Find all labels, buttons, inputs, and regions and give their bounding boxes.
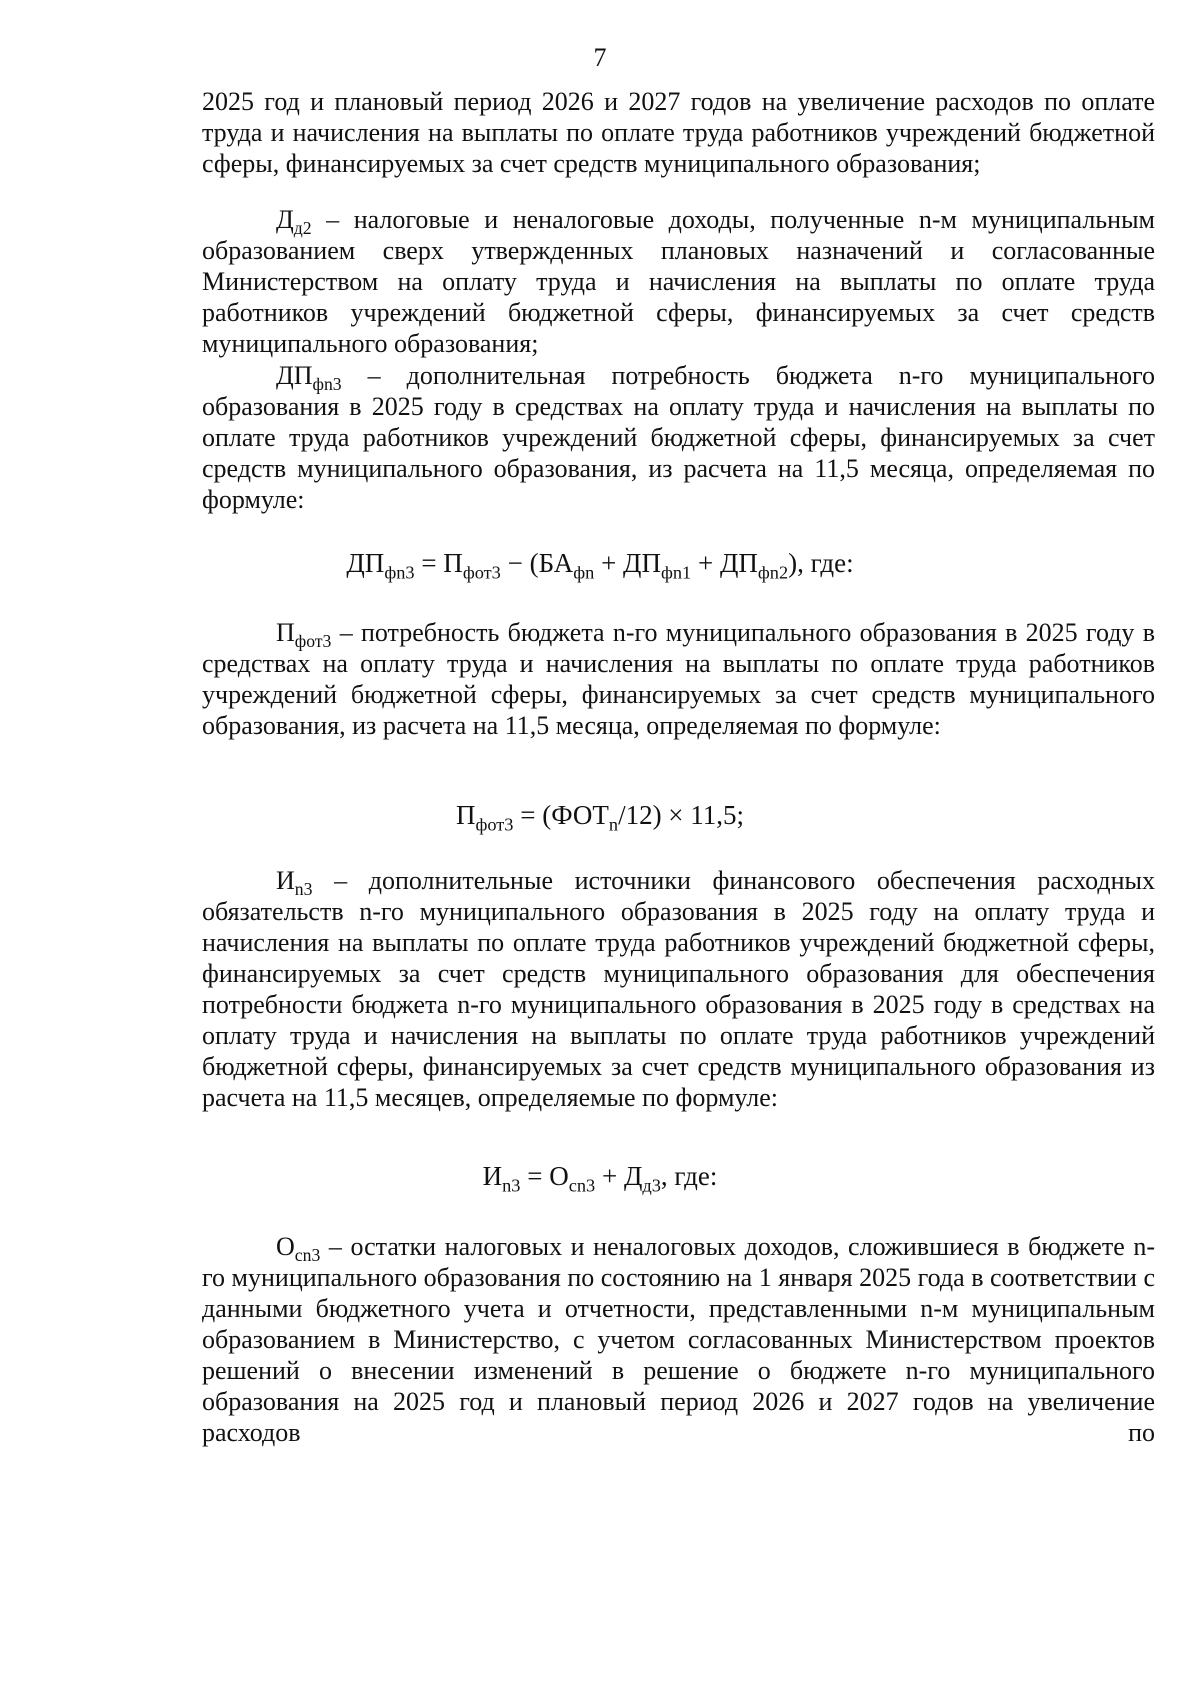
paragraph-text: 2025 год и плановый период 2026 и 2027 годов на увеличение расходов по оплате труда и начисления на выплаты по оплате труда работников учреждений бюджетной сферы, финансируемых за счет средств муниципального образования; <box>202 87 1155 178</box>
symbol-subscript: фот3 <box>294 631 332 652</box>
paragraph-osn3-definition <box>202 1231 1155 1448</box>
formula-subscript: фn2 <box>757 562 789 583</box>
formula-term: ), где: <box>788 548 854 578</box>
formula-subscript: фот3 <box>462 562 501 583</box>
formula-term: = О <box>520 1161 569 1191</box>
formula-term: − (БА <box>500 548 574 578</box>
symbol-subscript: фn3 <box>312 374 342 395</box>
formula-term: + ДП <box>691 548 758 578</box>
paragraph-text: – дополнительные источники финансового обеспечения расходных обязательств n-го муниципального образования в 2025 году на оплату труда и начисления на выплаты по оплате труда работников учреждений бюджетной сферы, финансируемых за счет средств муниципального образования для обеспечения потребности бюджета n-го муниципального образования в 2025 году в средствах на оплату труда и начисления на выплаты по оплате труда работников учреждений бюджетной сферы, финансируемых за счет средств муниципального образования из расчета на 11,5 месяцев, определяемые по формуле: <box>202 866 1155 1112</box>
formula-subscript: фn1 <box>660 562 692 583</box>
formula-term: , где: <box>660 1161 718 1191</box>
paragraph-continuation <box>202 86 1155 179</box>
formula-subscript: n3 <box>502 1175 521 1196</box>
formula-in3 <box>0 1161 1200 1196</box>
formula-term: + Д <box>595 1161 643 1191</box>
symbol: ДП <box>276 361 313 390</box>
paragraph-text: – дополнительная потребность бюджета n-го муниципального образования в 2025 году в средствах на оплату труда и начисления на выплаты по оплате труда работников учреждений бюджетной сферы, финансируемых за счет средств муниципального образования, из расчета на 11,5 месяца, определяемая по формуле: <box>202 361 1155 514</box>
paragraph-dd2-definition <box>202 204 1155 359</box>
formula-term: П <box>455 800 476 830</box>
symbol: И <box>276 866 295 895</box>
paragraph-text: – потребность бюджета n-го муниципального образования в 2025 году в средствах на оплату труда и начисления на выплаты по оплате труда работников учреждений бюджетной сферы, финансируемых за счет средств муниципального образования, из расчета на 11,5 месяца, определяемая по формуле: <box>202 618 1155 740</box>
formula-term: ДП <box>346 548 385 578</box>
formula-term: = (ФОТ <box>513 800 609 830</box>
formula-term: /12) × 11,5; <box>618 800 745 830</box>
formula-subscript: фn3 <box>384 562 415 583</box>
formula-term: + ДП <box>594 548 661 578</box>
paragraph-in3-definition <box>202 865 1155 1113</box>
formula-subscript: n <box>608 814 619 835</box>
formula-subscript: сn3 <box>568 1175 596 1196</box>
symbol: Д <box>276 205 294 234</box>
formula-pfot3 <box>0 800 1200 835</box>
formula-term: = П <box>414 548 463 578</box>
formula-term: И <box>482 1161 503 1191</box>
paragraph-pfot3-definition <box>202 617 1155 741</box>
symbol: П <box>276 618 295 647</box>
formula-subscript: д3 <box>642 1175 661 1196</box>
symbol-subscript: д2 <box>293 218 312 239</box>
formula-subscript: фот3 <box>475 814 514 835</box>
paragraph-text: – остатки налоговых и неналоговых доходов, сложившиеся в бюджете n-го муниципального образования по состоянию на 1 января 2025 года в соответствии с данными бюджетного учета и отчетности, представленными n-м муниципальным образованием в Министерство, с учетом согласованных Министерством проектов решений о внесении изменений в решение о бюджете n-го муниципального образования на 2025 год и плановый период 2026 и 2027 годов на увеличение расходов по <box>202 1232 1155 1447</box>
formula-subscript: фn <box>573 562 595 583</box>
formula-dpfn3 <box>0 548 1200 583</box>
symbol-subscript: n3 <box>294 879 313 900</box>
paragraph-text: – налоговые и неналоговые доходы, полученные n-м муниципальным образованием сверх утвержденных плановых назначений и согласованные Министерством на оплату труда и начисления на выплаты по оплате труда работников учреждений бюджетной сферы, финансируемых за счет средств муниципального образования; <box>202 205 1155 358</box>
symbol: О <box>276 1232 295 1261</box>
paragraph-dpfn3-definition <box>202 360 1155 515</box>
symbol-subscript: сn3 <box>294 1245 321 1266</box>
page-number: 7 <box>593 43 607 72</box>
